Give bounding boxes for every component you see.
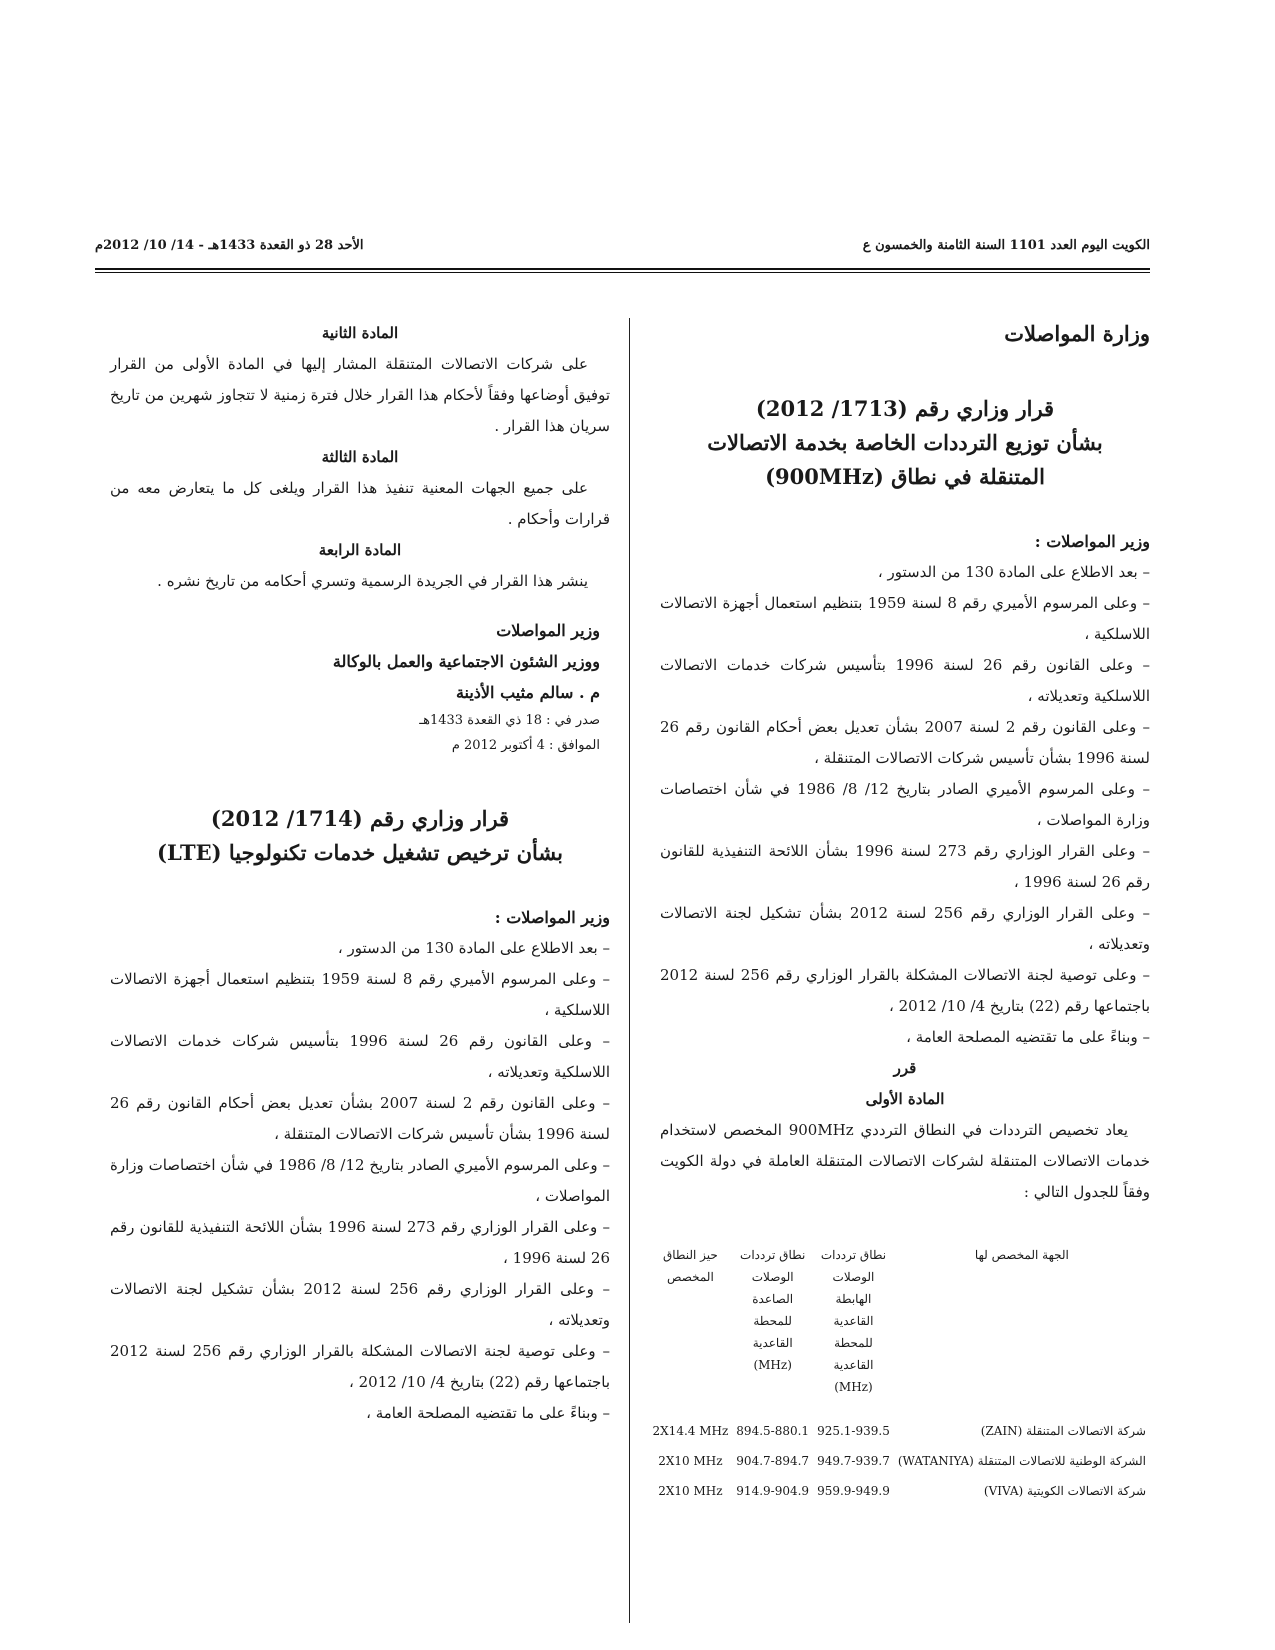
table-header-cell: حيز النطاق المخصص [662,1248,718,1284]
spacer [110,758,610,802]
table-cell: 949.7-939.7 [817,1454,890,1468]
title-line: بشأن ترخيص تشغيل خدمات تكنولوجيا (LTE) [157,840,563,865]
preamble-item: – وعلى القانون رقم 26 لسنة 1996 بتأسيس شركات خدمات الاتصالات اللاسلكية وتعديلاته ، [660,656,1150,705]
table-header-cell: نطاق ترددات الوصلات الصاعدة للمحطة القاعدية (MHz) [740,1248,806,1372]
table-cell: 925.1-939.5 [817,1424,890,1438]
header-date: الأحد 28 ذو القعدة 1433هـ - 14/ 10/ 2012م [95,238,364,253]
article-3-heading: المادة الثالثة [321,448,399,466]
title-line: قرار وزاري رقم (1714/ 2012) [210,806,510,831]
article-4-text: ينشر هذا القرار في الجريدة الرسمية وتسري أحكامه من تاريخ نشره . [157,572,588,590]
preamble-item: – بعد الاطلاع على المادة 130 من الدستور ، [877,563,1150,581]
preamble-item: – وبناءً على ما تقتضيه المصلحة العامة ، [366,1404,610,1422]
right-column [652,318,1151,1506]
preamble-item: – وعلى القرار الوزاري رقم 256 لسنة 2012 بشأن تشكيل لجنة الاتصالات وتعديلاته ، [110,1280,610,1329]
table-row [649,1416,1151,1446]
table-row [649,1446,1151,1476]
header-publication: الكويت اليوم العدد 1101 السنة الثامنة والخمسون ع [862,238,1150,253]
minister-heading: وزير المواصلات : [494,908,610,927]
table-cell: 2X14.4 MHz [652,1424,729,1438]
column-divider [629,318,630,1623]
operator-cell: الشركة الوطنية للاتصالات المتنقلة (WATANIYA) [897,1454,1146,1468]
preamble-item: – وعلى المرسوم الأميري الصادر بتاريخ 12/ 8/ 1986 في شأن اختصاصات وزارة المواصلات ، [660,780,1150,829]
article-1-text: يعاد تخصيص الترددات في النطاق الترددي 900MHz المخصص لاستخدام خدمات الاتصالات المتنقلة لشركات الاتصالات المتنقلة العاملة في دولة الكويت وفقاً للجدول التالي : [660,1121,1150,1201]
preamble-item: – وعلى توصية لجنة الاتصالات المشكلة بالقرار الوزاري رقم 256 لسنة 2012 باجتماعها رقم (22) بتاريخ 4/ 10/ 2012 ، [110,1342,610,1391]
table-cell: 959.9-949.9 [817,1484,890,1498]
table-cell: 894.5-880.1 [736,1424,810,1438]
department-title: وزارة المواصلات [1004,321,1150,346]
signature-line: ووزير الشئون الاجتماعية والعمل بالوكالة [332,652,600,671]
preamble-item: – وعلى توصية لجنة الاتصالات المشكلة بالقرار الوزاري رقم 256 لسنة 2012 باجتماعها رقم (22) بتاريخ 4/ 10/ 2012 ، [660,966,1151,1015]
title-line: قرار وزاري رقم (1713/ 2012) [755,396,1055,421]
page-header [95,232,1150,272]
title-line: المتنقلة في نطاق (900MHz) [765,464,1045,489]
issued-date-gregorian: الموافق : 4 أكتوبر 2012 م [451,738,600,753]
table-cell: 2X10 MHz [658,1484,723,1498]
article-2-text: على شركات الاتصالات المتنقلة المشار إليها في المادة الأولى من القرار توفيق أوضاعها وفقاً لأحكام هذا القرار خلال فترة زمنية لا تتجاوز شهرين من تاريخ سريان هذا القرار . [110,355,610,435]
table-cell: 904.7-894.7 [736,1454,810,1468]
table-cell: 914.9-904.9 [736,1484,810,1498]
minister-heading: وزير المواصلات : [1034,532,1150,551]
preamble-item: – وعلى المرسوم الأميري الصادر بتاريخ 12/ 8/ 1986 في شأن اختصاصات وزارة المواصلات ، [110,1156,610,1205]
issued-date-hijri: صدر في : 18 ذي القعدة 1433هـ [419,713,600,728]
spacer [110,597,610,615]
header-rule [95,268,1150,273]
table-cell: 2X10 MHz [658,1454,723,1468]
decision-1713-title [660,392,1150,494]
preamble-item: – وعلى القانون رقم 2 لسنة 2007 بشأن تعديل بعض أحكام القانون رقم 26 لسنة 1996 بشأن تأسيس شركات الاتصالات المتنقلة ، [110,1094,610,1143]
article-4-heading: المادة الرابعة [318,541,402,559]
table-header-row [649,1244,1151,1416]
signature-name: م . سالم مثيب الأذينة [455,683,600,702]
table-header-cell: نطاق ترددات الوصلات الهابطة القاعدية للمحطة القاعدية (MHz) [820,1248,887,1394]
article-2-heading: المادة الثانية [321,324,399,342]
table-row [649,1476,1151,1506]
title-line: بشأن توزيع الترددات الخاصة بخدمة الاتصالات [707,430,1103,455]
frequency-table [649,1244,1151,1506]
left-column [110,318,610,1429]
preamble-item: – وبناءً على ما تقتضيه المصلحة العامة ، [906,1028,1150,1046]
operator-cell: شركة الاتصالات الكويتية (VIVA) [983,1484,1146,1498]
operator-cell: شركة الاتصالات المتنقلة (ZAIN) [980,1424,1146,1438]
preamble-item: – وعلى المرسوم الأميري رقم 8 لسنة 1959 بتنظيم استعمال أجهزة الاتصالات اللاسلكية ، [660,594,1150,643]
preamble-item: – وعلى القانون رقم 26 لسنة 1996 بتأسيس شركات خدمات الاتصالات اللاسلكية وتعديلاته ، [110,1032,610,1081]
preamble-item: – وعلى القرار الوزاري رقم 273 لسنة 1996 بشأن اللائحة التنفيذية للقانون رقم 26 لسنة 1996 ، [110,1218,610,1267]
preamble-item: – وعلى القرار الوزاري رقم 256 لسنة 2012 بشأن تشكيل لجنة الاتصالات وتعديلاته ، [660,904,1150,953]
table-header-cell: الجهة المخصص لها [974,1248,1069,1262]
article-1-heading: المادة الأولى [865,1090,945,1108]
decision-1714-title [110,802,610,870]
article-3-text: على جميع الجهات المعنية تنفيذ هذا القرار ويلغى كل ما يتعارض معه من قرارات وأحكام . [110,479,610,528]
decided-heading: قرر [893,1059,917,1077]
preamble-item: – وعلى القرار الوزاري رقم 273 لسنة 1996 بشأن اللائحة التنفيذية للقانون رقم 26 لسنة 1996 ، [660,842,1150,891]
preamble-item: – بعد الاطلاع على المادة 130 من الدستور ، [337,939,610,957]
preamble-item: – وعلى القانون رقم 2 لسنة 2007 بشأن تعديل بعض أحكام القانون رقم 26 لسنة 1996 بشأن تأسيس شركات الاتصالات المتنقلة ، [660,718,1150,767]
preamble-item: – وعلى المرسوم الأميري رقم 8 لسنة 1959 بتنظيم استعمال أجهزة الاتصالات اللاسلكية ، [110,970,611,1019]
signature-line: وزير المواصلات [496,621,600,640]
